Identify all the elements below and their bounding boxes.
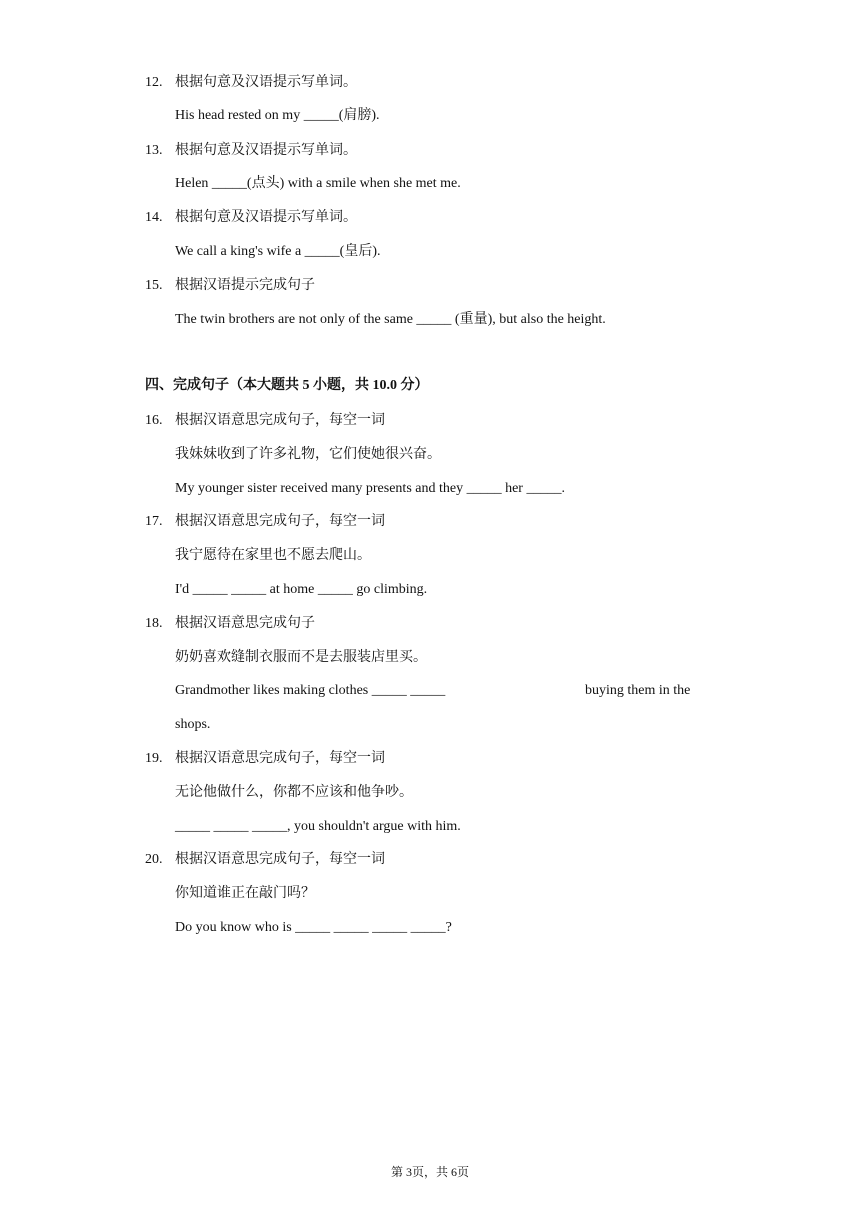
english-sentence-wrap: shops. xyxy=(175,717,211,732)
question-instruction: 根据句意及汉语提示写单词。 xyxy=(175,75,357,90)
question-instruction: 根据汉语意思完成句子，每空一词 xyxy=(175,852,385,867)
question-instruction: 根据句意及汉语提示写单词。 xyxy=(175,210,357,225)
english-sentence: Do you know who is _____ _____ _____ _____? xyxy=(175,920,452,935)
question-number: 19. xyxy=(145,751,163,766)
english-sentence-continued: buying them in the xyxy=(585,683,691,698)
question-number: 18. xyxy=(145,616,163,631)
page-number-footer: 第 3页，共 6页 xyxy=(390,1165,469,1179)
english-sentence: Grandmother likes making clothes _____ _____ xyxy=(175,683,446,698)
question-instruction: 根据汉语意思完成句子，每空一词 xyxy=(175,413,385,428)
chinese-sentence: 我宁愿待在家里也不愿去爬山。 xyxy=(175,548,371,563)
question-number: 15. xyxy=(145,278,163,293)
english-sentence: My younger sister received many presents and they _____ her _____. xyxy=(175,481,565,496)
question-sentence: Helen _____(点头) with a smile when she met me. xyxy=(175,176,461,191)
english-sentence: _____ _____ _____, you shouldn't argue with him. xyxy=(175,819,461,834)
question-number: 13. xyxy=(145,143,163,158)
question-number: 17. xyxy=(145,514,163,529)
chinese-sentence: 奶奶喜欢缝制衣服而不是去服装店里买。 xyxy=(175,650,427,665)
question-instruction: 根据汉语意思完成句子，每空一词 xyxy=(175,751,385,766)
question-number: 20. xyxy=(145,852,163,867)
question-sentence: The twin brothers are not only of the same _____ (重量), but also the height. xyxy=(175,312,606,327)
section-title: 四、完成句子（本大题共 5 小题，共 10.0 分） xyxy=(145,378,429,393)
question-sentence: His head rested on my _____(肩膀). xyxy=(175,108,380,123)
question-instruction: 根据汉语提示完成句子 xyxy=(175,278,315,293)
english-sentence: I'd _____ _____ at home _____ go climbing. xyxy=(175,582,428,597)
question-number: 16. xyxy=(145,413,163,428)
question-number: 12. xyxy=(145,75,163,90)
chinese-sentence: 无论他做什么，你都不应该和他争吵。 xyxy=(175,785,413,800)
question-instruction: 根据句意及汉语提示写单词。 xyxy=(175,143,357,158)
question-number: 14. xyxy=(145,210,163,225)
chinese-sentence: 你知道谁正在敲门吗？ xyxy=(175,886,315,901)
question-instruction: 根据汉语意思完成句子 xyxy=(175,616,315,631)
question-instruction: 根据汉语意思完成句子，每空一词 xyxy=(175,514,385,529)
question-sentence: We call a king's wife a _____(皇后). xyxy=(175,244,381,259)
chinese-sentence: 我妹妹收到了许多礼物，它们使她很兴奋。 xyxy=(175,447,441,462)
